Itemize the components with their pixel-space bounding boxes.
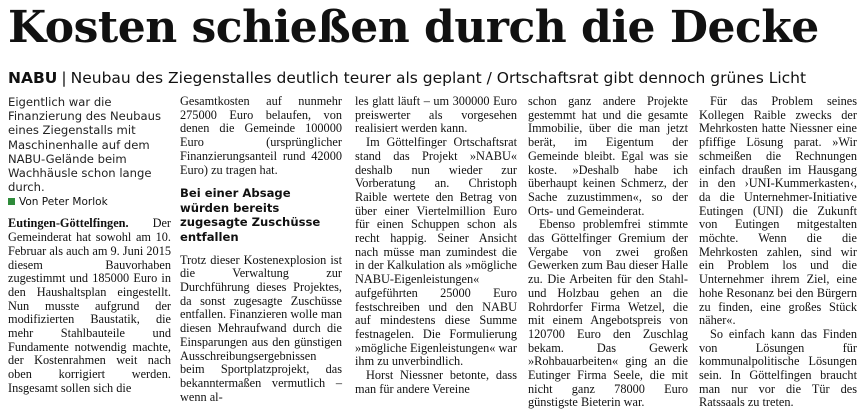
author-line [8, 195, 171, 209]
column-4-paragraph-2: Ebenso problemfrei stimmte das Göttelfinger Gremium der Vergabe von zwei großen Gewerken zum Bau dieser Halle zu. Die Arbeiten für den Stahl- und Holzbau gehen an die Rohrdorfer Firma Wetzel, die mit einem Angebotspreis von 120700 Euro den Zuschlag bekam. Das Gewerk »Rohbauarbeiten« ging an die Eutinger Firma Seele, die mit nicht ganz 78000 Euro günstigste Bieterin war. [528, 217, 688, 410]
kicker-separator: | [61, 69, 67, 87]
subheading: Bei einer Absage würden bereits zugesagte Zuschüsse entfallen [180, 186, 321, 244]
article-intro: Eigentlich war die Finanzierung des Neubaus eines Ziegenstalls mit Maschinenhalle auf dem NABU-Gelände beim Wachhäusle schon lange durch. [8, 95, 162, 195]
kicker-line [8, 68, 806, 88]
column-3-paragraph-1: les glatt läuft – um 300000 Euro preiswerter als vorgesehen realisiert werden kann. [355, 94, 517, 136]
kicker-tag: NABU [8, 69, 58, 87]
article-column-1 [8, 95, 171, 396]
kicker-text: Neubau des Ziegenstalles deutlich teurer als geplant / Ortschaftsrat gibt dennoch grünes Licht [70, 69, 807, 87]
column-1-paragraph [8, 217, 171, 395]
column-5-paragraph-1: Für das Problem seines Kollegen Raible zwecks der Mehrkosten hatte Niessner eine pfiffige Lösung parat. »Wir schmeißen die Rechnungen einfach draußen im Hausgang in den ›UNI-Kummerkasten‹, da die Unternehmer-Initiative Eutingen (UNI) die Zukunft von Eutingen mitgestalten möchte. Wenn die die Mehrkosten zahlen, sind wir ein Problem los und die Unternehmer ihrem Ziel, eine hohe Resonanz bei den Bürgern zu finden, eine großes Stück näher«. [699, 94, 857, 328]
column-5-paragraph-2: So einfach kann das Finden von Lösungen für kommunalpolitische Lösungen sein. In Göttelfingen braucht man nur vor die Tür des Ratssaals zu treten. [699, 326, 857, 410]
column-4-paragraph-1: schon ganz andere Projekte gestemmt hat und die gesamte Immobilie, über die man jetzt berät, im Eigentum der Gemeinde bleibt. Egal was sie koste. »Deshalb habe ich überhaupt keinen Schmerz, der Sache zuzustimmen«, so der Orts- und Gemeinderat. [528, 94, 688, 218]
author-name: Von Peter Morlok [19, 196, 108, 209]
column-1-text: Der Gemeinderat hat sowohl am 10. Februar als auch am 9. Juni 2015 diesem Bauvorhaben zugestimmt und 185000 Euro in den Haushaltsplan eingestellt. Nun musste aufgrund der modifizierten Baustatik, die mehr Stahlbauteile und Fundamente notwendig machte, der Kostenrahmen weit nach oben korrigiert werden. Insgesamt sollen sich die [8, 216, 171, 395]
article-column-4 [528, 95, 688, 410]
headline: Kosten schießen durch die Decke [8, 2, 819, 53]
article-column-3 [355, 95, 517, 396]
dateline: Eutingen-Göttelfingen. [8, 216, 129, 231]
column-2-paragraph-2: Trotz dieser Kostenexplosion ist die Verwaltung zur Durchführung dieses Projektes, da sonst zugesagte Zuschüsse entfallen. Finanzieren wolle man diesen Mehraufwand durch die Einsparungen aus den günstigen Ausschreibungsergebnissen beim Sportplatzprojekt, das bekanntermaßen vermutlich – wenn al- [180, 252, 342, 404]
article-column-2 [180, 95, 342, 404]
author-marker-icon [8, 198, 15, 205]
column-3-paragraph-2: Im Göttelfinger Ortschaftsrat stand das Projekt »NABU« deshalb nun wieder zur Vorberatung an. Christoph Raible wertete den Betrag von über einer Viertelmillion Euro für einen Schuppen schon als recht happig. Seiner Ansicht nach müsse man zumindest die in der Kalkulation als »mögliche NABU-Eigenleistungen« aufgeführten 25000 Euro festschreiben und den NABU auf mindestens diese Summe festnagelen. Die Formulierung »mögliche Eigenleistungen« war ihm zu unverbindlich. [355, 135, 517, 369]
column-3-paragraph-3: Horst Niessner betonte, dass man für andere Vereine [355, 368, 517, 396]
article-column-5 [699, 95, 857, 410]
column-2-paragraph-1: Gesamtkosten auf nunmehr 275000 Euro belaufen, von denen die Gemeinde 100000 Euro (ursprünglicher Finanzierungsanteil rund 42000 Euro) zu tragen hat. [180, 94, 342, 177]
